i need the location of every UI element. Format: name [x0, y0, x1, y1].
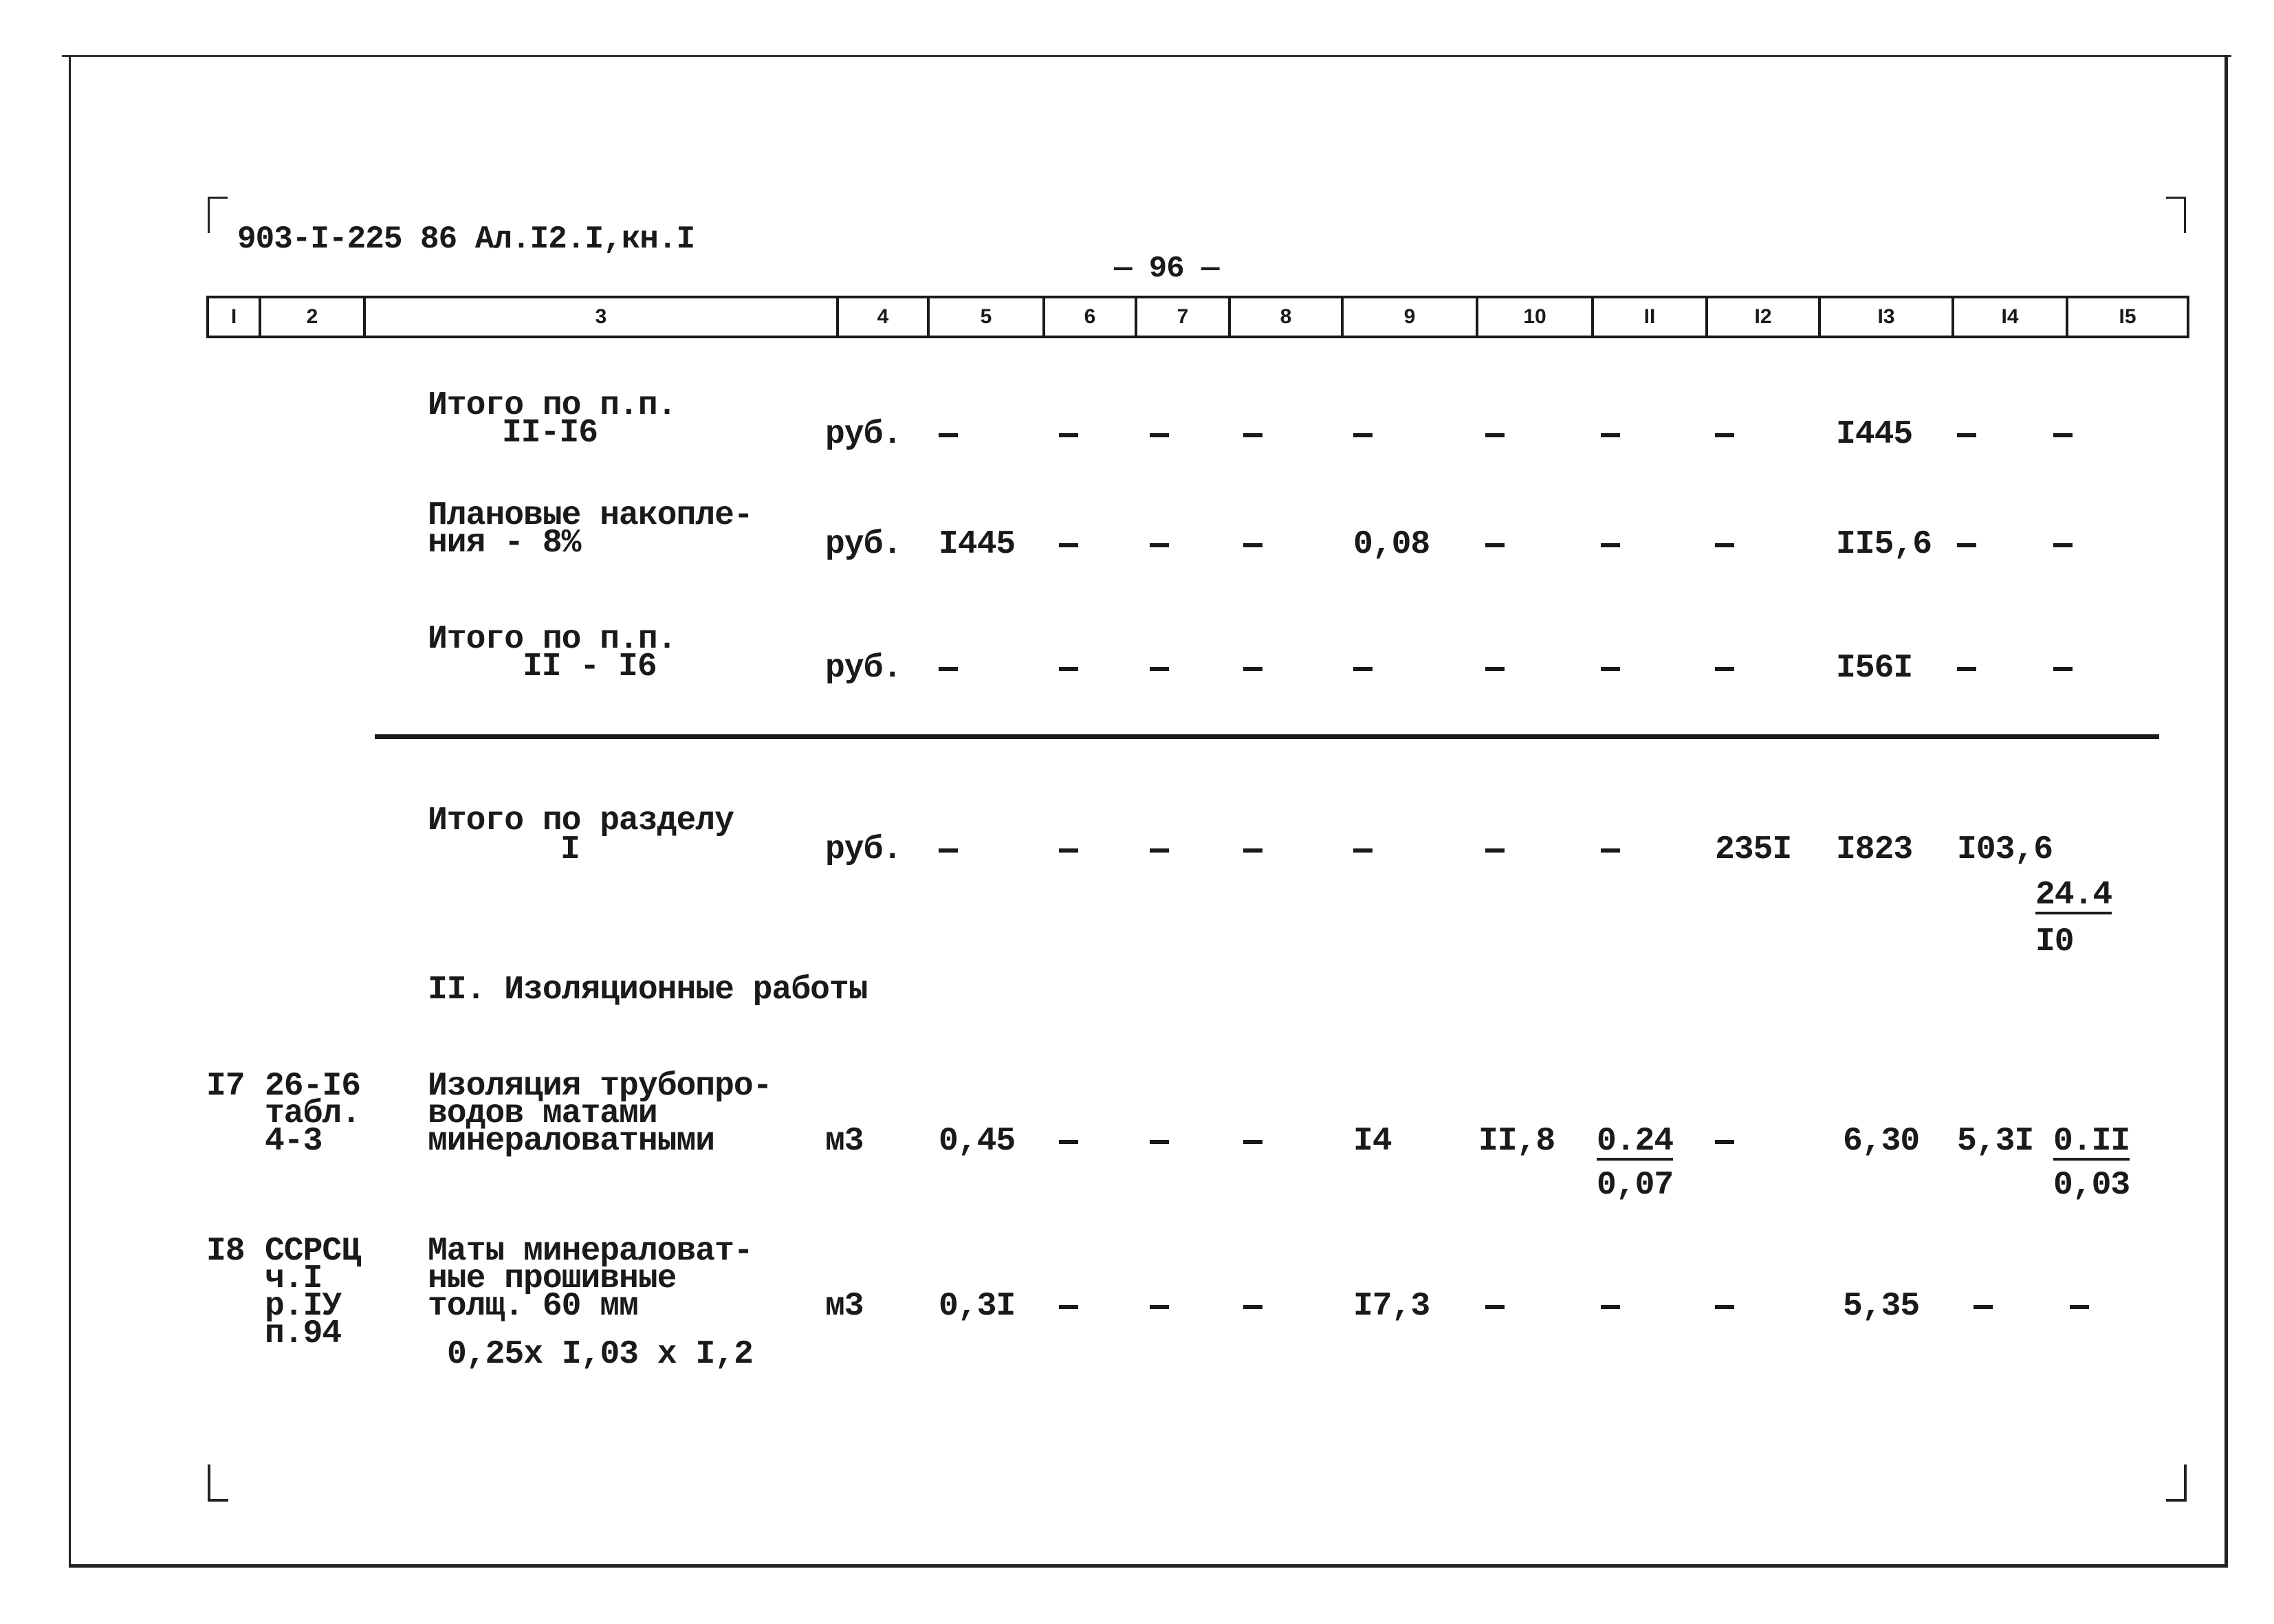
dash: [1150, 543, 1169, 547]
dash: [1601, 848, 1620, 853]
dash: [1957, 667, 1976, 671]
dash: [1353, 848, 1373, 853]
row-name: ния - 8%: [428, 525, 581, 562]
cell-value: I4: [1353, 1123, 1392, 1160]
row-name: толщ. 60 мм: [428, 1288, 638, 1325]
corner-mark-top-left: [208, 197, 228, 233]
cell-value: I445: [1836, 416, 1913, 453]
cell-value: II5,6: [1836, 526, 1932, 563]
column-header: II: [1591, 298, 1705, 336]
column-header: 6: [1042, 298, 1135, 336]
dash: [1243, 1305, 1262, 1309]
dash: [1150, 1305, 1169, 1309]
cell-value-fraction-top: 0.24: [1597, 1123, 1674, 1160]
row-name: Итого по разделу: [428, 802, 734, 840]
column-header: 9: [1341, 298, 1476, 336]
cell-value: 0,3I: [939, 1288, 1016, 1325]
unit: руб.: [825, 526, 902, 563]
row-name: водов матами: [428, 1095, 657, 1132]
cell-value: I03,6: [1957, 831, 2053, 868]
section-title: II. Изоляционные работы: [428, 972, 868, 1009]
dash: [1243, 667, 1262, 671]
row-number: I8: [206, 1233, 245, 1270]
dash: [2053, 667, 2073, 671]
column-header-row: [206, 296, 2189, 338]
dash: [2053, 543, 2073, 547]
cell-value: 5,35: [1843, 1288, 1920, 1325]
dash: [1485, 433, 1505, 437]
dash: [2070, 1305, 2089, 1309]
dash: [1715, 543, 1734, 547]
corner-mark-top-right: [2166, 197, 2186, 233]
column-header: I: [230, 305, 237, 328]
dash: [1601, 1305, 1620, 1309]
unit: руб.: [825, 416, 902, 453]
cell-value-fraction-bottom: I0: [2035, 923, 2074, 961]
row-code: п.94: [265, 1315, 342, 1352]
dash: [1059, 848, 1078, 853]
column-header: 10: [1476, 298, 1591, 336]
column-header: 2: [259, 298, 363, 336]
dash: [1150, 433, 1169, 437]
cell-value: I445: [939, 526, 1016, 563]
dash: [1059, 1305, 1078, 1309]
dash: [1601, 667, 1620, 671]
dash: [1353, 667, 1373, 671]
unit: руб.: [825, 831, 902, 868]
dash: [1715, 667, 1734, 671]
dash: [1243, 433, 1262, 437]
column-header: I3: [1818, 298, 1952, 336]
cell-value: 235I: [1715, 831, 1792, 868]
dash: [1974, 1305, 1993, 1309]
row-code: ч.I: [265, 1260, 322, 1297]
cell-value-fraction-top: 0.II: [2053, 1123, 2130, 1160]
row-number: I7: [206, 1068, 245, 1105]
cell-value: 5,3I: [1957, 1123, 2034, 1160]
document-code: 903-I-225 86 Ал.I2.I,кн.I: [237, 221, 695, 257]
dash: [1957, 543, 1976, 547]
unit: м3: [825, 1288, 864, 1325]
dash: [1059, 433, 1078, 437]
row-code: табл.: [265, 1095, 361, 1132]
dash: [1485, 1305, 1505, 1309]
dash: [1243, 543, 1262, 547]
dash: [1485, 848, 1505, 853]
dash: [1059, 543, 1078, 547]
column-header: I5: [2066, 298, 2187, 336]
row-name: I: [560, 831, 580, 868]
row-code: 26-I6: [265, 1068, 361, 1105]
corner-mark-bottom-left: [208, 1464, 228, 1502]
row-name: минераловатными: [428, 1123, 715, 1160]
corner-mark-bottom-right: [2166, 1464, 2187, 1502]
cell-value: I823: [1836, 831, 1913, 868]
dash: [2053, 433, 2073, 437]
dash: [1059, 1140, 1078, 1144]
dash: [1059, 667, 1078, 671]
dash: [1601, 543, 1620, 547]
cell-value: 0,45: [939, 1123, 1016, 1160]
dash: [1485, 667, 1505, 671]
row-name: Маты минераловат-: [428, 1233, 753, 1270]
cell-value: II,8: [1478, 1123, 1555, 1160]
dash: [939, 433, 958, 437]
dash: [1601, 433, 1620, 437]
section-divider: [375, 734, 2159, 739]
cell-value: 6,30: [1843, 1123, 1920, 1160]
dash: [1150, 667, 1169, 671]
dash: [1150, 848, 1169, 853]
row-name: Плановые накопле-: [428, 497, 753, 534]
cell-value-fraction-top: 24.4: [2035, 877, 2112, 914]
dash: [1243, 1140, 1262, 1144]
column-header: I4: [1952, 298, 2066, 336]
dash: [939, 667, 958, 671]
dash: [1715, 1305, 1734, 1309]
row-name: ные прошивные: [428, 1260, 677, 1297]
dash: [1485, 543, 1505, 547]
row-name: 0,25х I,03 х I,2: [447, 1336, 753, 1373]
column-header: I2: [1705, 298, 1818, 336]
dash: [1715, 433, 1734, 437]
cell-value: 0,08: [1353, 526, 1430, 563]
row-code: ССРСЦ: [265, 1233, 361, 1270]
dash: [1243, 848, 1262, 853]
row-name: II - I6: [523, 648, 657, 685]
row-name: Итого по п.п.: [428, 621, 677, 658]
dash: [1353, 433, 1373, 437]
column-header: 7: [1135, 298, 1228, 336]
column-header: 8: [1228, 298, 1341, 336]
row-name: Изоляция трубопро-: [428, 1068, 772, 1105]
dash: [939, 848, 958, 853]
cell-value: I7,3: [1353, 1288, 1430, 1325]
column-header: 4: [836, 298, 927, 336]
dash: [1715, 1140, 1734, 1144]
column-header: 3: [363, 298, 836, 336]
unit: руб.: [825, 650, 902, 687]
unit: м3: [825, 1123, 864, 1160]
row-name: II-I6: [502, 415, 598, 452]
row-code: 4-3: [265, 1123, 322, 1160]
cell-value-fraction-bottom: 0,07: [1597, 1167, 1674, 1204]
dash: [1957, 433, 1976, 437]
cell-value-fraction-bottom: 0,03: [2053, 1167, 2130, 1204]
row-code: р.IУ: [265, 1288, 342, 1325]
page-number: — 96 —: [1114, 252, 1219, 286]
column-header: 5: [927, 298, 1042, 336]
cell-value: I56I: [1836, 650, 1913, 687]
row-name: Итого по п.п.: [428, 387, 677, 424]
dash: [1150, 1140, 1169, 1144]
